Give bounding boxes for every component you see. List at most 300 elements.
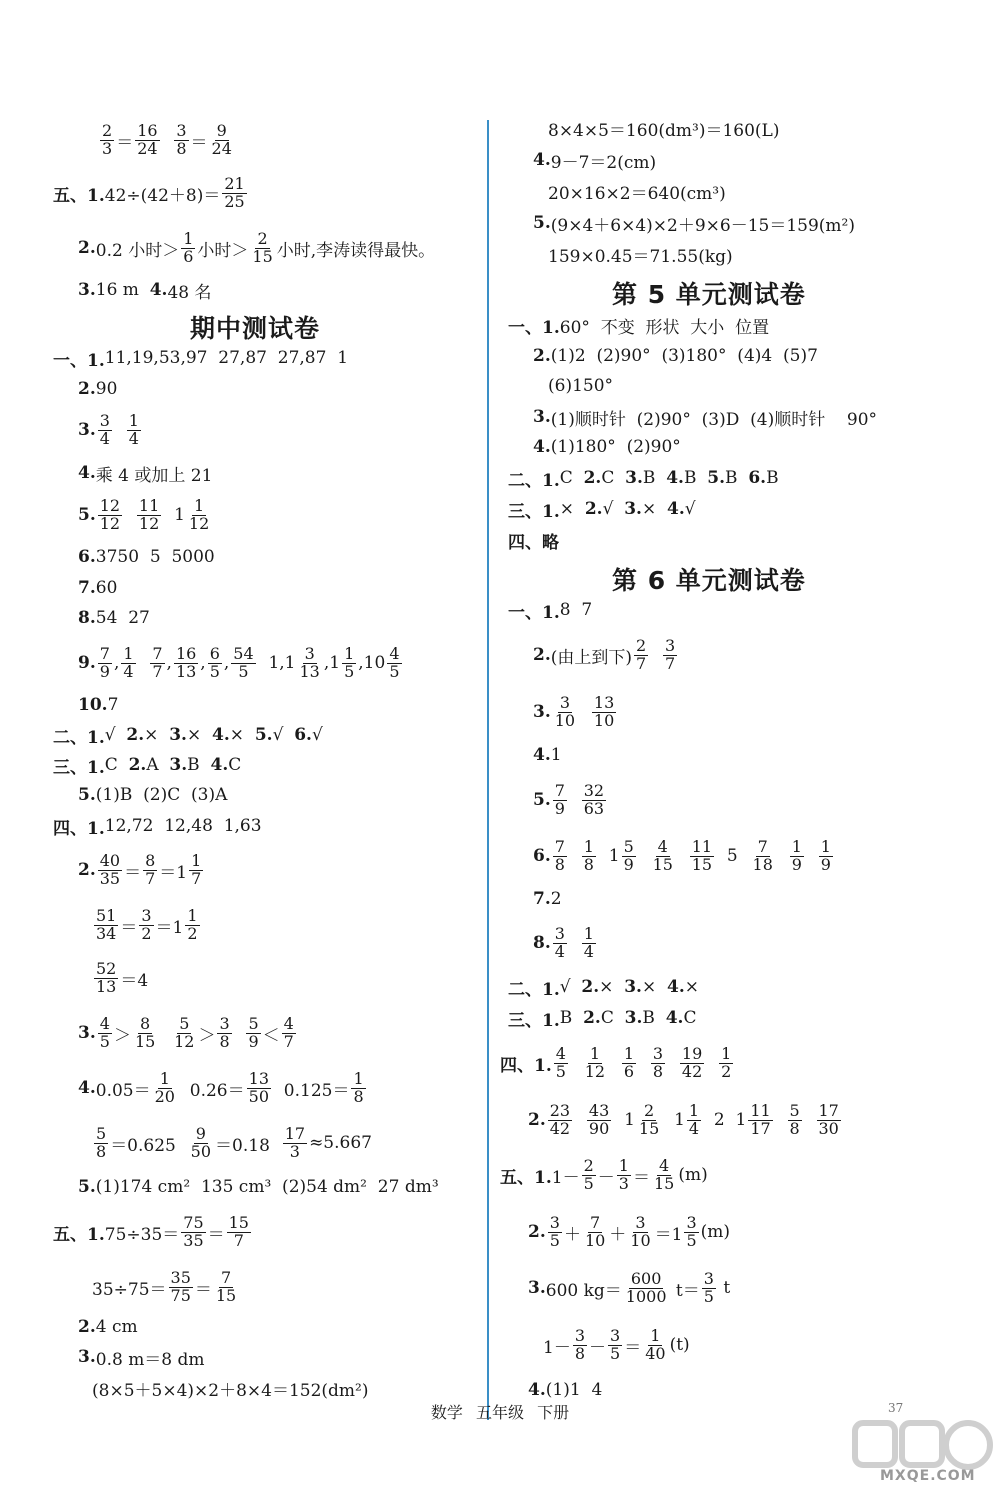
- denominator: 7: [191, 868, 202, 888]
- fraction: [790, 836, 804, 874]
- denominator: 40: [645, 1343, 666, 1363]
- question-number: 2.: [533, 645, 551, 665]
- answer-line: [533, 780, 608, 818]
- question-number: 4.: [667, 977, 685, 997]
- numerator: 4: [283, 1013, 294, 1033]
- question-number: 3.: [528, 1278, 546, 1298]
- answer-line: [92, 1123, 372, 1161]
- denominator: 42: [681, 1061, 703, 1081]
- answer-text: √: [311, 725, 323, 745]
- answer-line: [533, 692, 618, 730]
- numerator: 1: [159, 1068, 170, 1088]
- numerator: 3: [610, 1325, 621, 1345]
- fraction: [628, 1212, 652, 1250]
- denominator: 12: [188, 513, 210, 533]
- answer-text: ＝: [194, 1279, 212, 1300]
- answer-line: [78, 542, 215, 572]
- answer-text: ,: [200, 653, 206, 673]
- question-number: 二、1.: [53, 727, 105, 748]
- question-number: 三、1.: [508, 501, 560, 522]
- heading-midterm: 期中测试卷: [190, 314, 321, 343]
- question-number: 7.: [78, 578, 96, 598]
- answer-text: 90: [95, 379, 118, 399]
- answer-text: B: [559, 1008, 584, 1028]
- fraction: [663, 635, 677, 673]
- numerator: 1: [589, 1043, 601, 1063]
- fraction: [153, 1068, 177, 1106]
- answer-text: 1: [663, 1110, 685, 1130]
- answer-line: [533, 145, 656, 175]
- fraction: [582, 836, 596, 874]
- answer-text: ＋: [609, 1224, 627, 1245]
- denominator: 75: [170, 1285, 191, 1305]
- answer-line: [78, 458, 212, 488]
- answer-text: ,: [113, 653, 120, 673]
- question-number: 3.: [169, 725, 187, 745]
- denominator: 4: [123, 661, 134, 681]
- answer-line: [548, 371, 613, 401]
- answer-text: [667, 1053, 678, 1073]
- answer-text: [775, 1110, 786, 1130]
- denominator: 20: [154, 1086, 175, 1106]
- answer-text: ＝: [120, 917, 138, 938]
- denominator: 7: [665, 653, 676, 673]
- answer-line: [53, 720, 323, 750]
- fraction: [719, 1043, 733, 1081]
- question-number: 五、1.: [53, 1224, 105, 1245]
- fraction: [208, 643, 222, 681]
- answer-line: [533, 402, 877, 432]
- answer-text: 75÷35＝: [104, 1224, 180, 1245]
- answer-line: [500, 1043, 735, 1081]
- numerator: 1: [618, 1155, 629, 1175]
- numerator: 8: [140, 1013, 151, 1033]
- question-number: 3.: [169, 755, 188, 775]
- fraction: [133, 1013, 157, 1051]
- numerator: 3: [99, 410, 110, 430]
- question-number: 6.: [294, 725, 312, 745]
- denominator: 5: [549, 1230, 560, 1250]
- question-number: 2.: [528, 1222, 546, 1242]
- numerator: 5: [179, 1013, 190, 1033]
- denominator: 5: [610, 1343, 621, 1363]
- denominator: 7: [283, 1031, 294, 1051]
- fraction: [98, 643, 112, 681]
- denominator: 13: [175, 661, 197, 681]
- answer-text: ×: [186, 725, 213, 745]
- answer-text: (1)B (2)C (3)A: [95, 785, 228, 805]
- fraction: [185, 905, 199, 943]
- answer-text: [162, 130, 173, 150]
- denominator: 8: [353, 1086, 364, 1106]
- fraction: [651, 1043, 665, 1081]
- answer-text: 0.05＝: [95, 1080, 151, 1101]
- denominator: 7: [152, 661, 163, 681]
- numerator: 11: [691, 836, 713, 856]
- question-number: 3.: [78, 420, 96, 440]
- denominator: 6: [623, 1061, 635, 1081]
- answer-text: [569, 790, 580, 810]
- numerator: 1: [187, 905, 198, 925]
- numerator: 23: [549, 1100, 571, 1120]
- answer-text: 54 27: [95, 608, 150, 628]
- question-number: 3.: [78, 280, 96, 300]
- denominator: 3: [289, 1141, 300, 1161]
- numerator: 5: [623, 836, 634, 856]
- question-number: 6.: [78, 547, 96, 567]
- answer-text: (1)顺时针 (2)90° (3)D (4)顺时针 90°: [550, 409, 878, 430]
- denominator: 10: [630, 1230, 651, 1250]
- answer-text: 35÷75＝: [92, 1279, 167, 1300]
- fraction: [98, 410, 112, 448]
- answer-text: C: [601, 468, 626, 488]
- answer-text: 1: [550, 745, 562, 765]
- answer-text: 乘 4 或加上 21: [95, 465, 213, 486]
- answer-text: A: [146, 755, 170, 775]
- numerator: 3: [686, 1212, 697, 1232]
- question-number: 五、1.: [500, 1167, 552, 1188]
- answer-text: [114, 420, 125, 440]
- question-number: 2.: [126, 725, 145, 745]
- denominator: 35: [183, 1230, 204, 1250]
- question-number: 5.: [78, 785, 96, 805]
- fraction: [250, 228, 274, 266]
- numerator: 1: [688, 1100, 700, 1120]
- fraction: [637, 1100, 661, 1138]
- numerator: 1: [721, 1043, 732, 1063]
- answer-text: t: [717, 1278, 731, 1298]
- answer-line: [78, 850, 205, 888]
- numerator: 40: [99, 850, 121, 870]
- answer-text: 小时,李涛读得最快。: [276, 240, 436, 261]
- question-number: 7.: [533, 889, 551, 909]
- answer-text: 9－7＝2(cm): [550, 152, 657, 173]
- answer-text: 159×0.45＝71.55(kg): [548, 246, 733, 267]
- answer-text: ＝1: [654, 1224, 683, 1245]
- answer-text: √: [559, 977, 582, 997]
- denominator: 17: [750, 1118, 771, 1138]
- fraction: [687, 1100, 701, 1138]
- question-number: 4.: [78, 463, 96, 483]
- denominator: 13: [299, 661, 320, 681]
- numerator: 52: [96, 958, 117, 978]
- answer-line: [78, 1172, 439, 1202]
- answer-text: 8×4×5＝160(dm³)＝160(L): [548, 120, 780, 141]
- numerator: 4: [99, 1013, 110, 1033]
- question-number: 一、1.: [53, 350, 105, 371]
- answer-line: [508, 595, 592, 625]
- question-number: 四、1.: [53, 818, 105, 839]
- question-number: 二、1.: [508, 470, 560, 491]
- answer-text: 60: [95, 578, 118, 598]
- fraction: [94, 1123, 108, 1161]
- question-number: 2.: [78, 238, 96, 258]
- answer-text: ＝: [632, 1167, 650, 1188]
- question-number: 4.: [210, 755, 229, 775]
- answer-text: [138, 653, 149, 673]
- fraction: [583, 1043, 607, 1081]
- numerator: 1: [583, 923, 594, 943]
- answer-line: [78, 228, 436, 266]
- denominator: 5: [344, 661, 355, 681]
- answer-line: [78, 603, 150, 633]
- answer-line: [92, 1373, 368, 1403]
- answer-text: 8 7: [559, 600, 593, 620]
- answer-text: (由上到下): [550, 647, 633, 668]
- answer-line: [53, 173, 249, 211]
- question-number: 4.: [149, 280, 168, 300]
- denominator: 24: [137, 138, 158, 158]
- question-number: 3.: [533, 702, 551, 722]
- answer-text: (m): [678, 1165, 708, 1185]
- answer-text: B: [187, 755, 211, 775]
- numerator: 7: [757, 836, 768, 856]
- fraction: [652, 1155, 676, 1193]
- denominator: 5: [686, 1230, 697, 1250]
- denominator: 5: [583, 1173, 594, 1193]
- heading-unit6: 第 6 单元测试卷: [612, 566, 806, 595]
- fraction: [788, 1100, 802, 1138]
- watermark-text: MXQE.COM: [880, 1468, 976, 1484]
- denominator: 8: [96, 1141, 107, 1161]
- numerator: 3: [703, 1268, 714, 1288]
- answer-line: [78, 690, 118, 720]
- numerator: 7: [590, 1212, 601, 1232]
- answer-line: [508, 525, 559, 555]
- answer-line: [78, 1312, 138, 1342]
- answer-text: ×: [599, 977, 625, 997]
- denominator: 2: [187, 923, 198, 943]
- denominator: 7: [233, 1230, 244, 1250]
- numerator: 2: [257, 228, 268, 248]
- fraction: [351, 1068, 365, 1106]
- answer-text: ＝0.18: [215, 1135, 281, 1156]
- answer-text: C: [600, 1008, 625, 1028]
- answer-text: [777, 846, 788, 866]
- denominator: 4: [583, 941, 594, 961]
- fraction: [548, 1212, 562, 1250]
- fraction: [139, 905, 153, 943]
- fraction: [189, 1123, 213, 1161]
- answer-text: [638, 1053, 649, 1073]
- numerator: 1: [128, 410, 139, 430]
- fraction: [608, 1325, 622, 1363]
- answer-text: ＝4: [120, 970, 149, 991]
- answer-text: 42÷(42＋8)＝: [104, 185, 221, 206]
- denominator: 5: [703, 1286, 714, 1306]
- numerator: 1: [193, 495, 205, 515]
- answer-text: [706, 1053, 717, 1073]
- denominator: 24: [211, 138, 232, 158]
- numerator: 3: [652, 1043, 664, 1063]
- fraction: [189, 850, 203, 888]
- denominator: 5: [389, 661, 400, 681]
- answer-line: [53, 343, 348, 373]
- denominator: 6: [183, 246, 194, 266]
- denominator: 9: [623, 854, 634, 874]
- fraction: [100, 120, 114, 158]
- question-number: 2.: [584, 499, 603, 519]
- numerator: 3: [549, 1212, 560, 1232]
- answer-line: [548, 113, 779, 143]
- denominator: 15: [652, 854, 673, 874]
- answer-line: [53, 811, 262, 841]
- answer-text: ×: [641, 499, 668, 519]
- denominator: 15: [691, 854, 713, 874]
- denominator: 9: [791, 854, 802, 874]
- fraction: [247, 1068, 271, 1106]
- answer-line: [548, 239, 733, 269]
- question-number: 三、1.: [53, 757, 105, 778]
- denominator: 4: [554, 941, 565, 961]
- answer-text: ＞: [198, 1025, 216, 1046]
- denominator: 5: [555, 1061, 566, 1081]
- denominator: 8: [789, 1118, 800, 1138]
- answer-text: 1: [613, 1110, 635, 1130]
- question-number: 8.: [533, 933, 551, 953]
- numerator: 1: [820, 836, 831, 856]
- numerator: 5: [96, 1123, 107, 1143]
- answer-line: [92, 958, 149, 996]
- numerator: 75: [183, 1212, 204, 1232]
- answer-text: ＝: [207, 1224, 225, 1245]
- denominator: 15: [134, 1031, 156, 1051]
- answer-text: ,: [166, 653, 172, 673]
- denominator: 9: [248, 1031, 259, 1051]
- denominator: 12: [584, 1061, 606, 1081]
- question-number: 5.: [533, 213, 551, 233]
- answer-text: t＝: [670, 1280, 700, 1301]
- question-number: 五、1.: [53, 185, 105, 206]
- answer-text: ＝: [124, 862, 142, 883]
- question-number: 6.: [748, 468, 767, 488]
- answer-text: 600 kg＝: [545, 1280, 622, 1301]
- fraction: [298, 643, 322, 681]
- fraction: [690, 836, 714, 874]
- denominator: 2: [141, 923, 152, 943]
- denominator: 50: [248, 1086, 269, 1106]
- answer-text: 2: [550, 889, 562, 909]
- answer-text: B: [642, 468, 667, 488]
- question-number: 2.: [528, 1110, 546, 1130]
- denominator: 2: [721, 1061, 732, 1081]
- answer-text: [234, 1023, 245, 1043]
- question-number: 2.: [128, 755, 147, 775]
- question-number: 4.: [78, 1078, 96, 1098]
- numerator: 54: [233, 643, 254, 663]
- numerator: 2: [636, 635, 647, 655]
- answer-text: C: [104, 755, 129, 775]
- numerator: 7: [554, 836, 565, 856]
- numerator: 11: [750, 1100, 771, 1120]
- answer-text: √: [602, 499, 625, 519]
- answer-line: [53, 1212, 253, 1250]
- answer-text: ＜: [262, 1025, 280, 1046]
- answer-line: [543, 1325, 690, 1363]
- answer-text: 1: [597, 846, 620, 866]
- question-number: 10.: [78, 695, 108, 715]
- answer-line: [78, 410, 143, 448]
- numerator: 600: [630, 1268, 662, 1288]
- denominator: 10: [584, 1230, 606, 1250]
- question-number: 4.: [667, 499, 685, 519]
- answer-text: [159, 1023, 170, 1043]
- answer-line: [528, 1268, 731, 1306]
- numerator: 2: [102, 120, 113, 140]
- numerator: 7: [152, 643, 163, 663]
- numerator: 6: [209, 643, 220, 663]
- numerator: 7: [220, 1267, 232, 1287]
- numerator: 7: [99, 643, 110, 663]
- answer-text: 小时＞: [197, 240, 249, 261]
- fraction: [246, 1013, 260, 1051]
- answer-line: [78, 495, 213, 533]
- fraction: [553, 692, 577, 730]
- heading-unit5: 第 5 单元测试卷: [612, 280, 806, 309]
- denominator: 5: [209, 661, 220, 681]
- answer-text: C: [559, 468, 584, 488]
- answer-text: (1)2 (2)90° (3)180° (4)4 (5)7: [550, 346, 818, 366]
- question-number: 2.: [583, 1008, 601, 1028]
- numerator: 4: [659, 1155, 670, 1175]
- fraction: [554, 1043, 568, 1081]
- answer-line: [533, 836, 835, 874]
- fraction: [387, 643, 401, 681]
- answer-text: ,: [223, 653, 230, 673]
- fraction: [582, 923, 596, 961]
- numerator: 16: [175, 643, 197, 663]
- numerator: 19: [681, 1043, 703, 1063]
- denominator: 3: [102, 138, 113, 158]
- fraction: [553, 923, 567, 961]
- page-number: 37: [888, 1401, 904, 1415]
- fraction: [817, 1100, 841, 1138]
- numerator: 4: [555, 1043, 566, 1063]
- fraction: [98, 850, 122, 888]
- question-number: 9.: [78, 653, 96, 673]
- answer-line: [92, 905, 202, 943]
- answer-line: [508, 1003, 696, 1033]
- denominator: 15: [215, 1285, 237, 1305]
- question-number: 3.: [625, 468, 643, 488]
- question-number: 2.: [583, 468, 602, 488]
- denominator: 12: [174, 1031, 195, 1051]
- fraction: [137, 495, 161, 533]
- denominator: 18: [752, 854, 773, 874]
- answer-text: ×: [559, 499, 585, 519]
- question-number: 5.: [254, 725, 273, 745]
- fraction: [222, 173, 246, 211]
- answer-text: √: [104, 725, 127, 745]
- numerator: 3: [635, 1212, 646, 1232]
- fraction: [283, 1123, 307, 1161]
- question-number: 3.: [624, 1008, 643, 1028]
- answer-text: (m): [700, 1222, 731, 1242]
- answer-text: B: [766, 468, 779, 488]
- numerator: 8: [145, 850, 156, 870]
- answer-line: [78, 573, 117, 603]
- answer-line: [53, 750, 241, 780]
- answer-text: ＞: [113, 1025, 131, 1046]
- footer-grade: 五年级: [475, 1403, 524, 1422]
- numerator: 3: [176, 120, 187, 140]
- fraction: [150, 643, 164, 681]
- answer-text: ×: [684, 977, 700, 997]
- answer-line: [78, 1068, 368, 1106]
- numerator: 9: [216, 120, 227, 140]
- answer-line: [500, 1155, 708, 1193]
- answer-text: ,1: [323, 653, 341, 673]
